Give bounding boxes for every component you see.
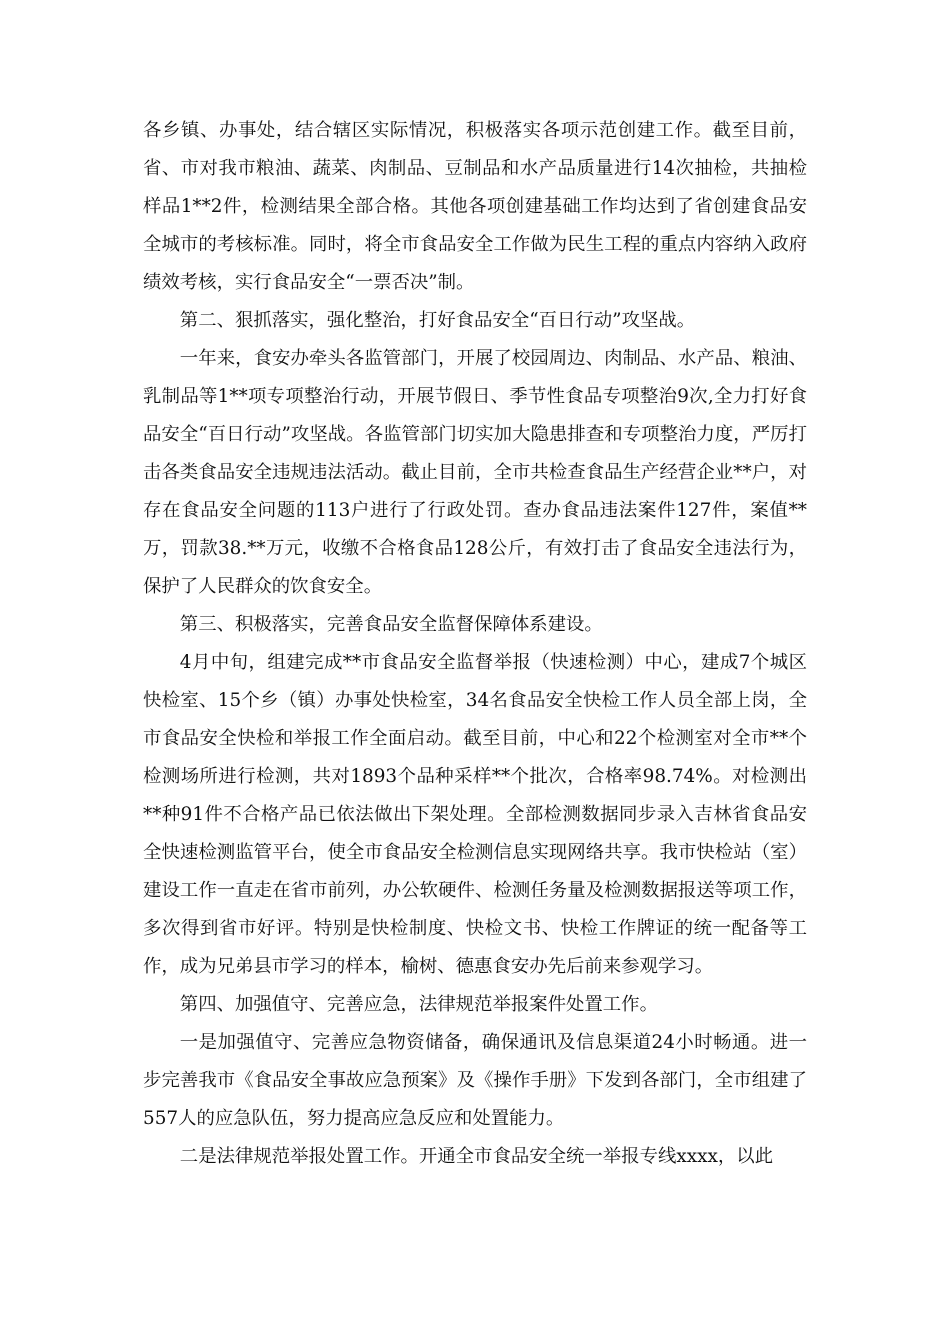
heading-section-2: 第二、狠抓落实，强化整治，打好食品安全“百日行动”攻坚战。 xyxy=(179,310,696,331)
heading-section-4: 第四、加强值守、完善应急，法律规范举报案件处置工作。 xyxy=(179,994,658,1015)
heading-section-3: 第三、积极落实，完善食品安全监督保障体系建设。 xyxy=(179,614,603,635)
paragraph-4: 一是加强值守、完善应急物资储备，确保通讯及信息渠道24小时畅通。进一步完善我市《食品安全事故应急预案》及《操作手册》下发到各部门，全市组建了557人的应急队伍，努力提高应急反应和处置能力。 xyxy=(143,1032,807,1129)
paragraph-3: 4月中旬，组建完成**市食品安全监督举报（快速检测）中心，建成7个城区快检室、15个乡（镇）办事处快检室，34名食品安全快检工作人员全部上岗，全市食品安全快检和举报工作全面启动。截至目前，中心和22个检测室对全市**个检测场所进行检测，共对1893个品种采样**个批次，合格率98.74%。对检测出**种91件不合格产品已依法做出下架处理。全部检测数据同步录入吉林省食品安全快速检测监管平台，使全市食品安全检测信息实现网络共享。我市快检站（室）建设工作一直走在省市前列，办公软硬件、检测任务量及检测数据报送等项工作，多次得到省市好评。特别是快检制度、快检文书、快检工作牌证的统一配备等工作，成为兄弟县市学习的样本，榆树、德惠食安办先后前来参观学习。 xyxy=(143,652,807,977)
document-body xyxy=(143,112,807,1176)
paragraph-5: 二是法律规范举报处置工作。开通全市食品安全统一举报专线xxxx，以此 xyxy=(179,1146,774,1167)
paragraph-1: 各乡镇、办事处，结合辖区实际情况，积极落实各项示范创建工作。截至目前，省、市对我市粮油、蔬菜、肉制品、豆制品和水产品质量进行14次抽检，共抽检样品1**2件，检测结果全部合格。其他各项创建基础工作均达到了省创建食品安全城市的考核标准。同时，将全市食品安全工作做为民生工程的重点内容纳入政府绩效考核，实行食品安全“一票否决”制。 xyxy=(143,120,807,293)
paragraph-2: 一年来，食安办牵头各监管部门，开展了校园周边、肉制品、水产品、粮油、乳制品等1**项专项整治行动，开展节假日、季节性食品专项整治9次,全力打好食品安全“百日行动”攻坚战。各监管部门切实加大隐患排查和专项整治力度，严厉打击各类食品安全违规违法活动。截止目前，全市共检查食品生产经营企业**户，对存在食品安全问题的113户进行了行政处罚。查办食品违法案件127件，案值**万，罚款38.**万元，收缴不合格食品128公斤，有效打击了食品安全违法行为，保护了人民群众的饮食安全。 xyxy=(143,348,807,597)
